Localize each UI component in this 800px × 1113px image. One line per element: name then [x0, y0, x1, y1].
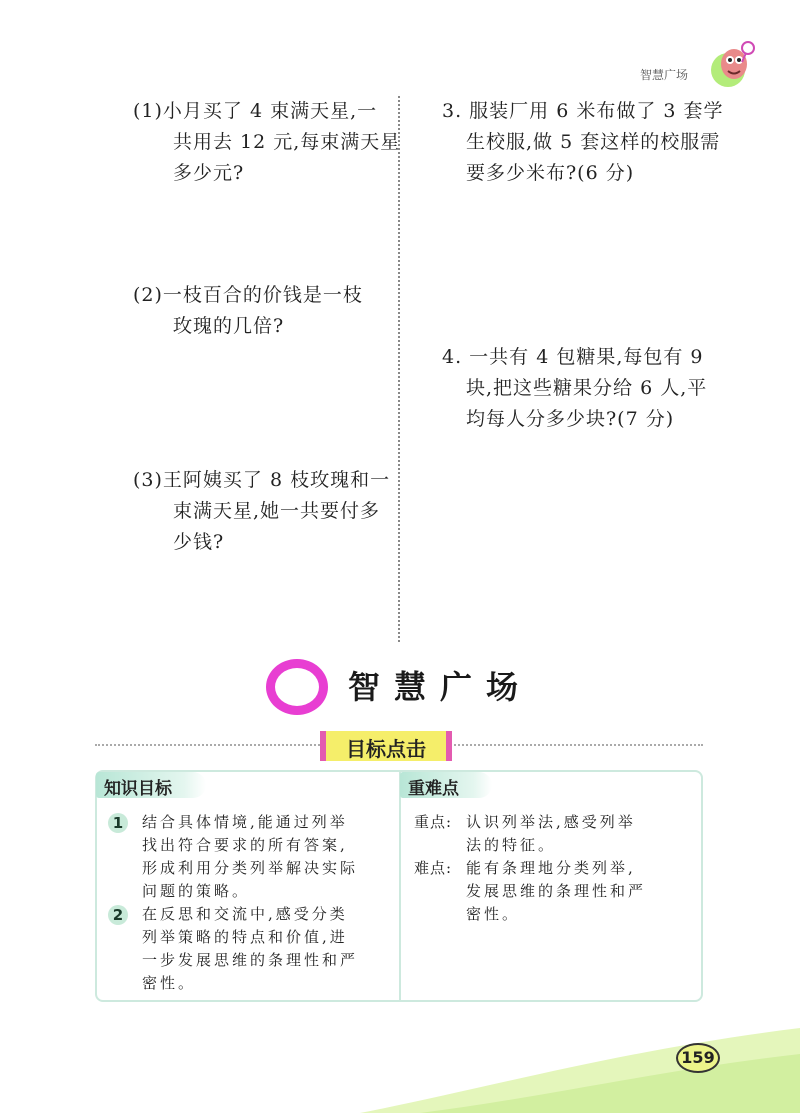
list-line: 在反思和交流中,感受分类 [142, 905, 348, 923]
page-number: 159 [676, 1043, 720, 1073]
problem-line: 均每人分多少块?(7 分) [466, 408, 675, 430]
section-title: 智慧广场 [348, 668, 533, 706]
problem-line: 玫瑰的几倍? [173, 315, 285, 337]
key-line: 认识列举法,感受列举 [466, 813, 636, 831]
problem-line: 要多少米布?(6 分) [466, 162, 635, 184]
list-badge: 2 [108, 905, 128, 925]
problem-line: 3. 服装厂用 6 米布做了 3 套学 [442, 100, 724, 122]
problem-line: (2)一枝百合的价钱是一枝 [133, 284, 363, 306]
key-point-label: 重点: [414, 813, 453, 831]
monster-mascot-icon [706, 40, 758, 92]
key-line: 密性。 [466, 905, 521, 923]
key-line: 发展思维的条理性和严 [466, 882, 647, 900]
key-point-text [466, 811, 636, 857]
list-item [142, 903, 358, 995]
section-header [0, 654, 800, 726]
problem-line: 块,把这些糖果分给 6 人,平 [466, 377, 708, 399]
circle-ornament-icon [266, 659, 328, 715]
problem-line: 生校服,做 5 套这样的校服需 [466, 131, 721, 153]
list-item [142, 811, 358, 903]
problem-line: 共用去 12 元,每束满天星 [173, 131, 401, 153]
problem-1-2 [133, 280, 363, 342]
key-line: 法的特征。 [466, 836, 557, 854]
problem-1-3 [133, 465, 390, 558]
panel-divider [399, 772, 401, 1000]
problem-line: 少钱? [173, 531, 225, 553]
knowledge-tab: 知识目标 [96, 772, 206, 798]
list-line: 问题的策略。 [142, 882, 251, 900]
problem-line: 多少元? [173, 162, 245, 184]
key-points-tab: 重难点 [400, 772, 492, 798]
problem-4 [442, 342, 707, 435]
key-point-label: 难点: [414, 859, 453, 877]
list-line: 找出符合要求的所有答案, [142, 836, 348, 854]
key-line: 能有条理地分类列举, [466, 859, 636, 877]
problem-1-1 [133, 96, 400, 189]
problem-3 [442, 96, 724, 189]
header-section-tag: 智慧广场 [640, 68, 689, 82]
problem-line: 束满天星,她一共要付多 [173, 500, 381, 522]
list-line: 一步发展思维的条理性和严 [142, 951, 359, 969]
problem-line: 4. 一共有 4 包糖果,每包有 9 [442, 346, 704, 368]
list-line: 形成利用分类列举解决实际 [142, 859, 359, 877]
list-line: 密性。 [142, 974, 197, 992]
list-badge: 1 [108, 813, 128, 833]
target-label: 目标点击 [346, 737, 426, 761]
list-line: 结合具体情境,能通过列举 [142, 813, 348, 831]
problem-line: (3)王阿姨买了 8 枝玫瑰和一 [133, 469, 391, 491]
problem-line: (1)小月买了 4 束满天星,一 [133, 100, 378, 122]
key-point-text [466, 857, 646, 926]
column-divider [398, 96, 400, 642]
list-line: 列举策略的特点和价值,进 [142, 928, 348, 946]
